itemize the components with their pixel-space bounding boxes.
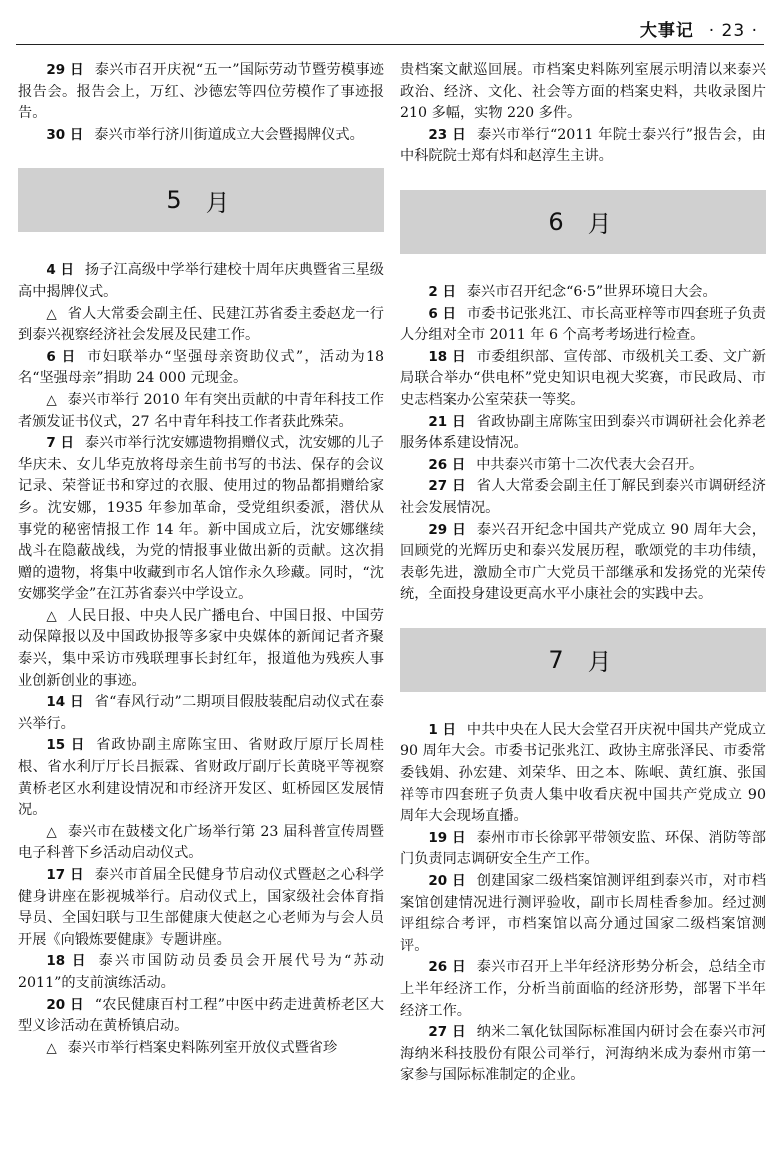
entry-date: 26 日: [428, 959, 466, 976]
entry-text: 市委组织部、宣传部、市级机关工委、文广新局联合举办“供电杯”党史知识电视大奖赛，市民政局、市史志档案办公室荣获一等奖。: [400, 348, 766, 408]
entry-text: 泰兴市国防动员委员会开展代号为“苏动2011”的支前演练活动。: [18, 953, 384, 991]
chronicle-entry: [18, 260, 384, 303]
chronicle-entry: [400, 347, 766, 412]
entry-text: 省政协副主席陈宝田、省财政厅原厅长周桂根、省水利厅厅长吕振霖、省财政厅副厅长黄晓平等视察黄桥老区水利建设情况和市经济开发区、虹桥园区发展情况。: [18, 737, 384, 819]
entry-date: 18 日: [428, 348, 466, 365]
entry-text: 中共泰兴市第十二次代表大会召开。: [476, 456, 704, 473]
header-rule: [16, 44, 764, 45]
left-top-entries: [18, 60, 384, 146]
month-label: 月: [587, 648, 618, 677]
chronicle-entry: [18, 60, 384, 125]
entry-date: 6 日: [46, 348, 77, 365]
entry-text: 中共中央在人民大会堂召开庆祝中国共产党成立 90 周年大会。市委书记张兆江、政协主席张泽民、市委常委钱娟、孙宏建、刘荣华、田之本、陈岷、黄红旗、张国祥等市四套班子负责人集中收看庆祝中国共产党成立 90 周年大会现场直播。: [400, 721, 766, 825]
chronicle-entry: [18, 125, 384, 147]
entry-date: 18 日: [46, 953, 88, 970]
right-top-entries: [400, 60, 766, 168]
month-heading-june: [400, 190, 766, 254]
chronicle-entry: [400, 1022, 766, 1087]
entry-date: 15 日: [46, 737, 86, 754]
chronicle-entry: [400, 476, 766, 519]
chronicle-entry: [400, 455, 766, 477]
chronicle-entry: [400, 304, 766, 347]
chronicle-entry: [400, 957, 766, 1022]
entry-text: 省人大常委会副主任、民建江苏省委主委赵龙一行到泰兴视察经济社会发展及民建工作。: [18, 305, 384, 344]
entry-date: 21 日: [428, 413, 466, 430]
month-label: 月: [205, 188, 236, 217]
month-heading-may: [18, 168, 384, 232]
entry-text: 纳米二氧化钛国际标准国内研讨会在泰兴市河海纳米科技股份有限公司举行，河海纳米成为泰州市第一家参与国际标准制定的企业。: [400, 1024, 766, 1084]
entry-text: 创建国家二级档案馆测评组到泰兴市，对市档案馆创建情况进行测评验收，副市长周桂香参加。经过测评组综合考评，市档案馆以高分通过国家二级档案馆测评。: [400, 873, 766, 954]
may-entries: [18, 260, 384, 1059]
chronicle-entry: [18, 1038, 384, 1060]
entry-text: 省政协副主席陈宝田到泰兴市调研社会化养老服务体系建设情况。: [400, 413, 766, 452]
entry-date: 4 日: [46, 262, 75, 279]
entry-date: △: [46, 607, 57, 624]
chronicle-entry: [400, 871, 766, 957]
month-number: 7: [548, 645, 570, 674]
entry-date: 20 日: [46, 996, 84, 1013]
june-entries: [400, 282, 766, 606]
entry-text: 泰兴市召开庆祝“五一”国际劳动节暨劳模事迹报告会。报告会上，万红、沙德宏等四位劳模作了事迹报告。: [18, 62, 384, 122]
chronicle-entry: [400, 520, 766, 606]
entry-date: 27 日: [428, 478, 466, 495]
entry-date: 30 日: [46, 126, 84, 143]
running-head: [640, 16, 758, 41]
entry-text: 省“春风行动”二期项目假肢装配启动仪式在泰兴举行。: [18, 694, 384, 732]
chronicle-entry: [18, 347, 384, 390]
chronicle-entry: [400, 828, 766, 871]
chronicle-entry: [18, 865, 384, 951]
month-number: 5: [166, 186, 188, 215]
entry-text: 泰兴市在鼓楼文化广场举行第 23 届科普宣传周暨电子科普下乡活动启动仪式。: [18, 823, 384, 862]
chronicle-entry: [400, 282, 766, 304]
entry-text: 泰兴市举行 2010 年有突出贡献的中青年科技工作者颁发证书仪式，27 名中青年科技工作者获此殊荣。: [18, 391, 384, 430]
entry-date: △: [46, 1039, 57, 1056]
chronicle-entry: [400, 60, 766, 125]
entry-date: 2 日: [428, 283, 456, 300]
chronicle-entry: [18, 951, 384, 994]
entry-date: 26 日: [428, 456, 466, 473]
entry-date: △: [46, 823, 58, 840]
entry-text: 泰兴市举行“2011 年院士泰兴行”报告会，由中科院院士郑有炓和赵淳生主讲。: [400, 126, 766, 165]
chronicle-entry: [18, 822, 384, 865]
chronicle-entry: [18, 692, 384, 735]
entry-text: 泰兴市召开上半年经济形势分析会，总结全市上半年经济工作，分析当前面临的经济形势，部署下半年经济工作。: [400, 959, 766, 1019]
entry-text: 泰兴市召开纪念“6·5”世界环境日大会。: [466, 283, 717, 300]
entry-text: 泰兴市举行济川街道成立大会暨揭牌仪式。: [94, 126, 364, 143]
entry-date: 19 日: [428, 829, 466, 846]
section-title: 大事记: [639, 21, 694, 41]
entry-text: 泰兴市举行沈安娜遗物捐赠仪式，沈安娜的儿子华庆未、女儿华克放将母亲生前书写的书法、保存的会议记录、荣誉证书和穿过的衣服、使用过的物品都捐赠给家乡。沈安娜，1935 年参加革命，受党组织委派，潜伏从事党的秘密情报工作 14 年。新中国成立后，沈安娜继续战斗在隐蔽战线，为党的情报事业做出新的贡献。这次捐赠的遗物，将集中收藏到市名人馆作永久珍藏。同时，“沈安娜奖学金”在江苏省泰兴中学设立。: [18, 435, 384, 603]
month-heading-july: [400, 628, 766, 692]
chronicle-entry: [18, 390, 384, 433]
chronicle-entry: [18, 995, 384, 1038]
chronicle-entry: [400, 720, 766, 828]
entry-date: 27 日: [428, 1024, 466, 1041]
page-header: [0, 0, 780, 46]
page-number: · 23 ·: [708, 21, 758, 41]
entry-text: 市委书记张兆江、市长高亚梓等市四套班子负责人分组对全市 2011 年 6 个高考考场进行检查。: [400, 305, 766, 344]
right-column: [400, 60, 766, 1087]
entry-text: 泰兴市举行档案史料陈列室开放仪式暨省珍: [67, 1039, 338, 1056]
entry-text: 泰兴市首届全民健身节启动仪式暨赵之心科学健身讲座在影视城举行。启动仪式上，国家级社会体育指导员、全国妇联与卫生部健康大使赵之心老师为与会人员开展《向锻炼要健康》专题讲座。: [18, 867, 384, 948]
entry-date: 7 日: [46, 435, 75, 452]
entry-date: 29 日: [46, 62, 84, 78]
entry-text: 泰州市市长徐郭平带领安监、环保、消防等部门负责同志调研安全生产工作。: [400, 829, 766, 868]
entry-text: 贵档案文献巡回展。市档案史料陈列室展示明清以来泰兴政治、经济、文化、社会等方面的档案史料，共收录图片 210 多幅，实物 220 多件。: [400, 62, 766, 122]
entry-date: 29 日: [428, 521, 467, 538]
entry-date: 17 日: [46, 867, 84, 883]
entry-date: 1 日: [428, 721, 457, 738]
entry-date: 20 日: [428, 873, 466, 890]
entry-date: △: [46, 305, 57, 322]
entry-date: △: [46, 391, 57, 408]
chronicle-entry: [400, 125, 766, 168]
entry-text: 人民日报、中央人民广播电台、中国日报、中国劳动保障报以及中国政协报等多家中央媒体的新闻记者齐聚泰兴，集中采访市残联理事长封红年，报道他为残疾人事业创新创业的事迹。: [18, 607, 384, 689]
month-number: 6: [548, 207, 570, 236]
chronicle-entry: [18, 433, 384, 606]
left-column: [18, 60, 384, 1059]
entry-text: 扬子江高级中学举行建校十周年庆典暨省三星级高中揭牌仪式。: [18, 262, 384, 300]
chronicle-entry: [18, 304, 384, 347]
month-label: 月: [587, 210, 618, 239]
entry-text: 省人大常委会副主任丁解民到泰兴市调研经济社会发展情况。: [400, 478, 766, 516]
entry-text: 泰兴召开纪念中国共产党成立 90 周年大会，回顾党的光辉历史和泰兴发展历程，歌颂党的丰功伟绩，表彰先进，激励全市广大党员干部继承和发扬党的光荣传统，全面投身建设更高水平小康社会的实践中去。: [400, 521, 766, 603]
chronicle-entry: [400, 412, 766, 455]
entry-text: “农民健康百村工程”中医中药走进黄桥老区大型义诊活动在黄桥镇启动。: [18, 996, 384, 1035]
entry-date: 23 日: [428, 126, 467, 143]
entry-date: 14 日: [46, 694, 84, 711]
july-entries: [400, 720, 766, 1087]
entry-date: 6 日: [428, 305, 457, 322]
chronicle-entry: [18, 606, 384, 692]
entry-text: 市妇联举办“坚强母亲资助仪式”，活动为18名“坚强母亲”捐助 24 000 元现金。: [18, 348, 385, 387]
chronicle-entry: [18, 735, 384, 821]
